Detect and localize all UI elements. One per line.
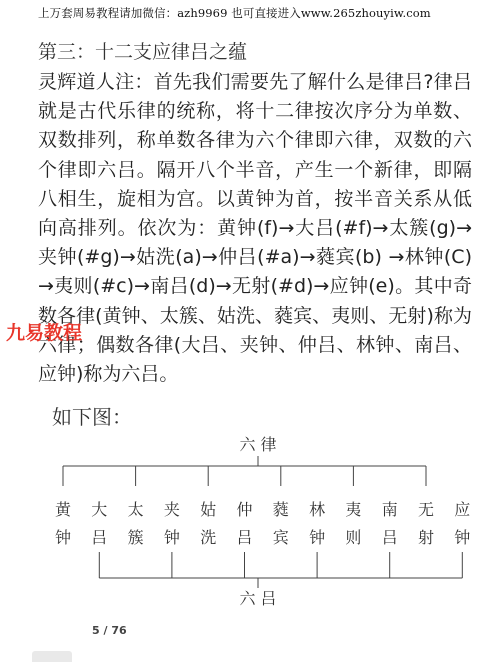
- body-paragraph: 灵辉道人注：首先我们需要先了解什么是律吕?律吕就是古代乐律的统称，将十二律按次序分为单数、双数排列，称单数各律为六个律即六律，双数的六个律即六吕。隔开八个半音，产生一个新律，即隔八相生，旋相为宫。以黄钟为首，按半音关系从低向高排列。依次为：黄钟(f)→大吕(#f)→太簇(g)→夹钟(#g)→姑洗(a)→仲吕(#a)→蕤宾(b) →林钟(C)→夷则(#c)→南吕(d)→无射(#d)→应钟(e)。其中奇数各律(黄钟、太簇、姑洗、蕤宾、夷则、无射)称为六律；偶数各律(大吕、夹钟、仲吕、林钟、南吕、应钟)称为六吕。: [38, 71, 472, 386]
- lv-name-char-2: 钟: [163, 528, 180, 547]
- header-promo-text: 上万套周易教程请加微信：azh9969 也可直接进入www.265zhouyiw.com: [38, 6, 431, 20]
- lv-name-char-2: 钟: [309, 528, 326, 547]
- bottom-toolbar-stub: [32, 651, 72, 662]
- six-lv2-label: 六 吕: [239, 589, 277, 608]
- lv-name-char-1: 无: [417, 500, 435, 519]
- watermark-logo: 九易教程: [6, 322, 83, 344]
- lv-name-char-1: 仲: [236, 500, 253, 519]
- bracket-lines: [63, 456, 462, 588]
- lv-name-char-2: 吕: [236, 528, 253, 547]
- lv-name-char-2: 吕: [381, 528, 398, 547]
- lv-name-char-1: 蕤: [272, 500, 289, 519]
- figure-caption: 如下图：: [52, 405, 132, 429]
- lv-name-char-2: 钟: [54, 528, 72, 547]
- lv-name-char-1: 南: [381, 500, 398, 519]
- lv-name-char-2: 则: [345, 528, 362, 547]
- lv-name-char-1: 应: [454, 500, 471, 519]
- lv-name-char-1: 太: [127, 500, 144, 519]
- lv-name-char-1: 黄: [54, 500, 72, 519]
- lv-name-char-2: 簇: [127, 528, 144, 547]
- lv-name-char-2: 宾: [272, 528, 289, 547]
- lv-name-char-1: 夷: [345, 500, 362, 519]
- lv-name-char-1: 夹: [163, 500, 180, 519]
- lv-name-char-2: 射: [417, 528, 435, 547]
- six-lv-label: 六 律: [239, 435, 277, 454]
- lv-name-char-1: 林: [309, 500, 326, 519]
- lvlv-names: [55, 500, 470, 547]
- lv-name-char-2: 吕: [91, 528, 108, 547]
- page-number: 5 / 76: [92, 624, 127, 637]
- lv-name-char-2: 洗: [200, 528, 217, 547]
- lv-name-char-1: 大: [91, 500, 108, 519]
- lv-name-char-2: 钟: [454, 528, 471, 547]
- lvlv-diagram: [30, 428, 486, 613]
- lv-name-char-1: 姑: [200, 500, 217, 519]
- section-title: 第三：十二支应律吕之蕴: [38, 41, 248, 63]
